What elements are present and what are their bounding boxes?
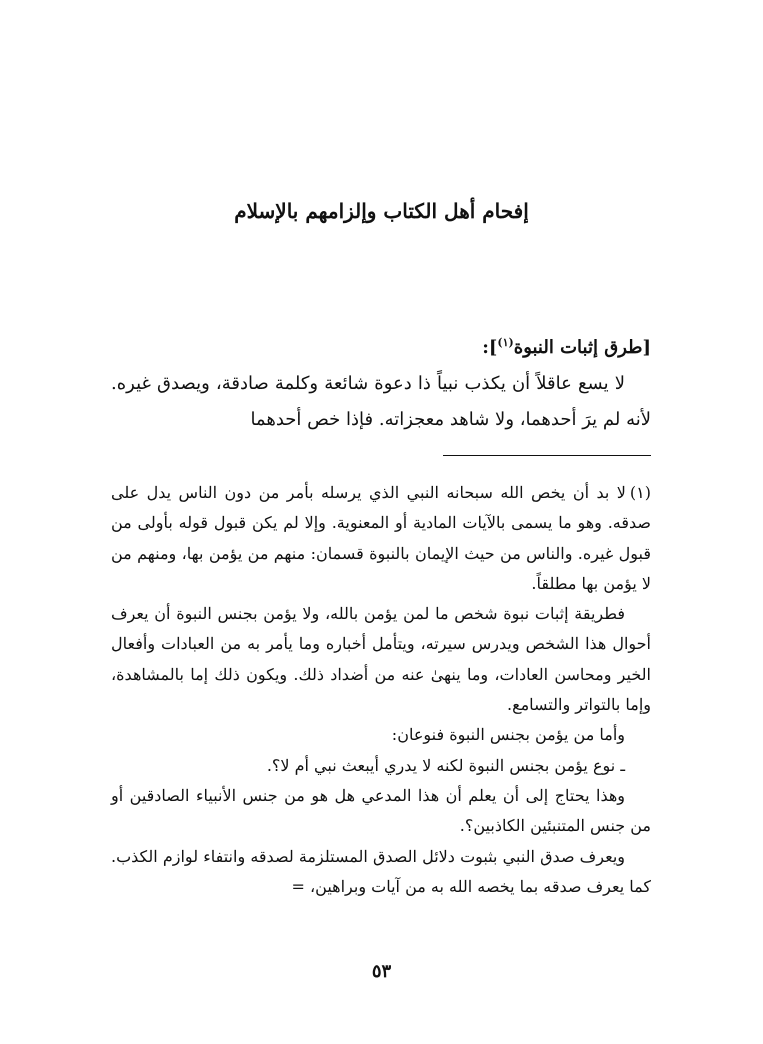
section-heading-text: [طرق إثبات النبوة: [513, 337, 651, 358]
section-heading: [111, 330, 651, 366]
footnote-number: (١): [629, 483, 652, 502]
footnote-divider: [443, 455, 651, 456]
footnote-paragraph: وهذا يحتاج إلى أن يعلم أن هذا المدعي هل هو من جنس الأنبياء الصادقين أو من جنس المتنبئين الكاذبين؟.: [111, 785, 651, 836]
footnote-paragraph: فطريقة إثبات نبوة شخص ما لمن يؤمن بالله، ولا يؤمن بجنس النبوة أن يعرف أحوال هذا الشخص ويدرس سيرته، ويتأمل أخباره وما يأمر به من العبادات وأفعال الخير ومحاسن العادات، وما ينهىٰ عنه من أضداد ذلك. ويكون ذلك إما بالمشاهدة، وإما بالتواتر والتسامع.: [111, 604, 651, 715]
footnote-first-paragraph: [111, 478, 651, 599]
footnotes: [111, 478, 651, 902]
section-heading-close: ]:: [482, 337, 498, 358]
body-paragraph: لا يسع عاقلاً أن يكذب نبياً ذا دعوة شائعة وكلمة صادقة، ويصدق غيره. لأنه لم يرَ أحدهما، ولا شاهد معجزاته. فإذا خص أحدهما: [111, 373, 651, 430]
page-number: ٥٣: [371, 961, 392, 982]
footnote-paragraph: ويعرف صدق النبي بثبوت دلائل الصدق المستلزمة لصدقه وانتفاء لوازم الكذب. كما يعرف صدقه بما يخصه الله به من آيات وبراهين، =: [111, 846, 651, 896]
footnote-text: لا بد أن يخص الله سبحانه النبي الذي يرسله بأمر من دون الناس يدل على صدقه. وهو ما يسمى بالآيات المادية أو المعنوية. وإلا لم يكن قبول قوله بأولى من قبول غيره. والناس من حيث الإيمان بالنبوة قسمان: منهم من يؤمن بها، ومنهم من لا يؤمن بها مطلقاً.: [111, 483, 652, 593]
main-text: [111, 330, 651, 438]
footnote-paragraph: وأما من يؤمن بجنس النبوة فنوعان:: [391, 725, 625, 745]
footnote-list-item: ـ نوع يؤمن بجنس النبوة لكنه لا يدري أيبعث نبي أم لا؟.: [266, 755, 625, 775]
running-title: إفحام أهل الكتاب وإلزامهم بالإسلام: [234, 199, 529, 223]
footnote-reference: (١): [497, 336, 514, 349]
